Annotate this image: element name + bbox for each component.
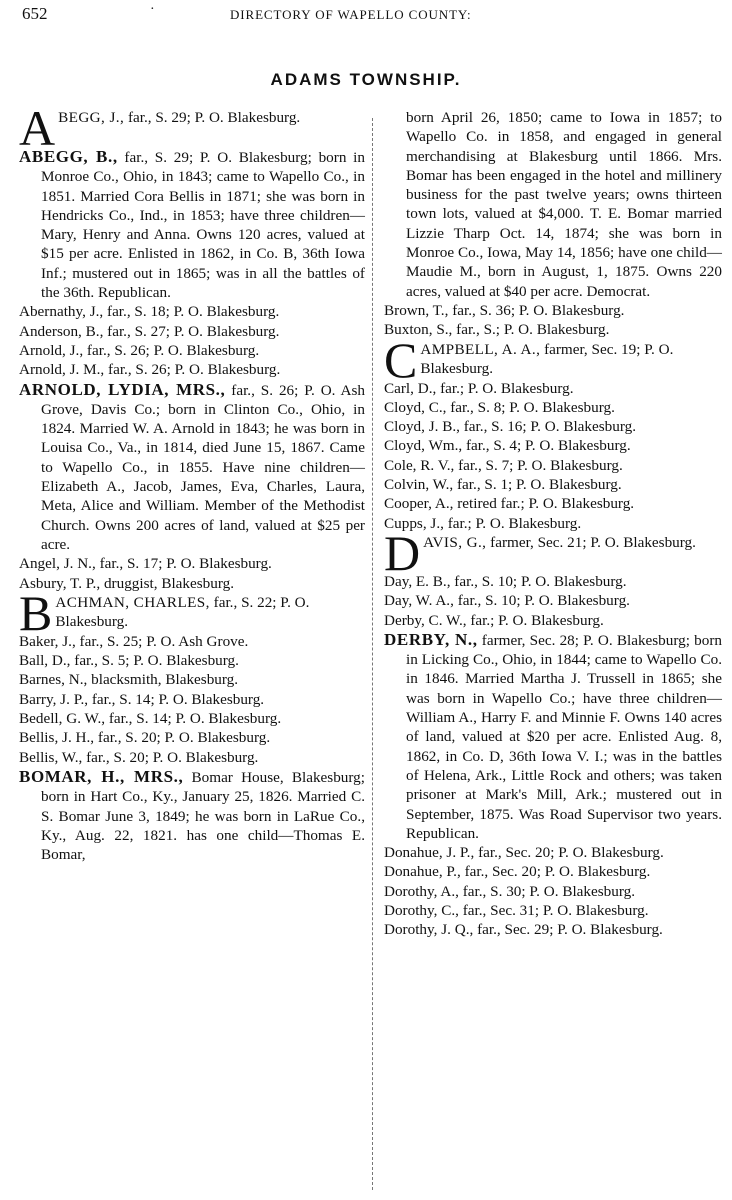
directory-entry: Ball, D., far., S. 5; P. O. Blakesburg. [19, 652, 239, 670]
directory-entry: Angel, J. N., far., S. 17; P. O. Blakesburg. [19, 555, 272, 573]
directory-entry: Asbury, T. P., druggist, Blakesburg. [19, 574, 235, 592]
entry-name: BOMAR, H., MRS., [19, 766, 184, 786]
directory-entry: Day, W. A., far., S. 10; P. O. Blakesburg. [384, 592, 630, 610]
directory-entry: Barnes, N., blacksmith, Blakesburg. [19, 671, 239, 689]
entry-text: Bomar House, Blakesburg; born in Hart Co., Ky., January 25, 1826. Married C. S. Bomar June 3, 1849; he was born in LaRue Co., Ky., Aug. 22, 1821. has one child—Thomas E. Bomar, [41, 768, 365, 864]
entry-name: DERBY, N., [384, 629, 478, 649]
biography-entry [384, 630, 722, 843]
directory-entry: Baker, J., far., S. 25; P. O. Ash Grove. [19, 632, 249, 650]
entry-text: far., S. 29; P. O. Blakesburg; born in Monroe Co., Ohio, in 1843; came to Wapello Co., in 1851. Married Cora Bellis in 1871; she was born in Hendricks Co., Ind., in 1853; have three children—Mary, Henry and Anna. Owns 120 acres, valued at $15 per acre. Enlisted in 1862, in Co. B, 36th Iowa Inf.; mustered out in 1865; was in all the battles of the 36th. Republican. [41, 149, 365, 302]
column-rule [372, 118, 373, 1190]
entry-name: ABEGG, B., [19, 147, 118, 166]
directory-entry: Arnold, J., far., S. 26; P. O. Blakesburg. [19, 341, 260, 359]
entry-text: far., S. 26; P. O. Ash Grove, Davis Co.; born in Clinton Co., Ohio, in 1824. Married W. A. Arnold in 1843; he was born in Louisa Co., Va., in 1814, died June 15, 1867. Came to Wapello Co., in 1855. Have nine children—Elizabeth A., Jacob, James, Eva, Charles, Laura, Meta, Alice and William. Member of the Methodist Church. Owns 200 acres of land, valued at $25 per acre. [41, 381, 366, 553]
directory-entry: Carl, D., far.; P. O. Blakesburg. [384, 379, 574, 397]
drop-cap-letter: D [384, 524, 421, 581]
entry-name: BEGG, J., [58, 109, 125, 126]
township-title: ADAMS TOWNSHIP. [270, 70, 462, 89]
directory-entry: Bedell, G. W., far., S. 14; P. O. Blakesburg. [19, 710, 282, 728]
entry-text: far., S. 22; P. O. Blakesburg. [55, 593, 310, 631]
directory-entry: Buxton, S., far., S.; P. O. Blakesburg. [384, 321, 610, 339]
directory-entry: Cloyd, J. B., far., S. 16; P. O. Blakesburg. [384, 418, 637, 436]
continued-entry-text: born April 26, 1850; came to Iowa in 1857; to Wapello Co. in 1858, and engaged in general merchandising at Blakesburg until 1866. Mrs. Bomar has been engaged in the hotel and millinery business for the past twelve years; owns thirteen town lots, valued at $4,000. T. E. Bomar married Lizzie Tharp Oct. 14, 1874; she was born in Monroe Co., Iowa, May 14, 1856; have one child—Maudie M., born in August, 1, 1875. Owns 220 acres, valued at $40 per acre. Democrat. [406, 109, 722, 300]
directory-entry: Cloyd, C., far., S. 8; P. O. Blakesburg. [384, 398, 615, 416]
directory-entry: Barry, J. P., far., S. 14; P. O. Blakesburg. [19, 690, 265, 708]
directory-entry: Cupps, J., far.; P. O. Blakesburg. [384, 514, 582, 532]
directory-entry: Cloyd, Wm., far., S. 4; P. O. Blakesburg. [384, 437, 631, 455]
directory-entry: Dorothy, J. Q., far., Sec. 29; P. O. Blakesburg. [384, 921, 663, 939]
directory-entry [19, 100, 365, 156]
directory-entry: Donahue, P., far., Sec. 20; P. O. Blakesburg. [384, 863, 651, 881]
right-column [384, 108, 722, 940]
directory-entry: Donahue, J. P., far., Sec. 20; P. O. Blakesburg. [384, 844, 664, 862]
directory-entry: Anderson, B., far., S. 27; P. O. Blakesburg. [19, 322, 280, 340]
entry-text: farmer, Sec. 19; P. O. Blakesburg. [420, 340, 674, 377]
directory-entry: Cole, R. V., far., S. 7; P. O. Blakesburg. [384, 456, 623, 474]
entry-name: ARNOLD, LYDIA, MRS., [19, 379, 226, 399]
running-head: DIRECTORY OF WAPELLO COUNTY: [230, 7, 472, 22]
drop-cap-letter: A [19, 100, 56, 156]
entry-text: far., S. 29; P. O. Blakesburg. [124, 109, 301, 126]
directory-entry: Brown, T., far., S. 36; P. O. Blakesburg. [384, 301, 625, 319]
directory-entry: Abernathy, J., far., S. 18; P. O. Blakesburg. [19, 303, 280, 321]
entry-name: AMPBELL, A. A., [420, 340, 541, 358]
directory-entry: Arnold, J. M., far., S. 26; P. O. Blakesburg. [19, 361, 281, 379]
directory-entry: Derby, C. W., far.; P. O. Blakesburg. [384, 611, 604, 629]
left-column [19, 100, 366, 864]
directory-entry: Cooper, A., retired far.; P. O. Blakesburg. [384, 495, 635, 513]
entry-name: AVIS, G., [423, 533, 487, 551]
entry-name: ACHMAN, CHARLES, [55, 593, 210, 611]
entry-text: farmer, Sec. 21; P. O. Blakesburg. [486, 533, 696, 551]
directory-entry: Bellis, W., far., S. 20; P. O. Blakesburg. [19, 748, 259, 766]
directory-entry: Day, E. B., far., S. 10; P. O. Blakesburg. [384, 572, 627, 590]
biography-entry [19, 767, 365, 864]
drop-cap-letter: C [384, 331, 418, 388]
biography-entry [19, 380, 365, 555]
directory-entry: Bellis, J. H., far., S. 20; P. O. Blakesburg. [19, 729, 271, 747]
directory-entry: Dorothy, A., far., S. 30; P. O. Blakesburg. [384, 882, 636, 900]
header-dot: · [150, 2, 155, 17]
directory-entry: Colvin, W., far., S. 1; P. O. Blakesburg. [384, 476, 622, 494]
directory-entry: Dorothy, C., far., Sec. 31; P. O. Blakesburg. [384, 901, 649, 919]
page-number: 652 [22, 4, 48, 23]
drop-cap-letter: B [19, 584, 53, 641]
biography-entry [19, 147, 365, 302]
entry-text: farmer, Sec. 28; P. O. Blakesburg; born in Licking Co., Ohio, in 1844; came to Wapello Co. in 1846. Married Martha J. Trussell in 1865; she was born in Wapello Co.; have three children—William A., Harry F. and Minnie F. Owns 140 acres of land, valued at $20 per acre. Enlisted Aug. 8, 1862, in Co. D, 36th Iowa V. I.; was in the battles of Helena, Ark., Little Rock and others; was taken prisoner at Mark's Mill, Ark.; mustered out in September, 1875. Was Road Supervisor two years. Republican. [406, 631, 722, 842]
